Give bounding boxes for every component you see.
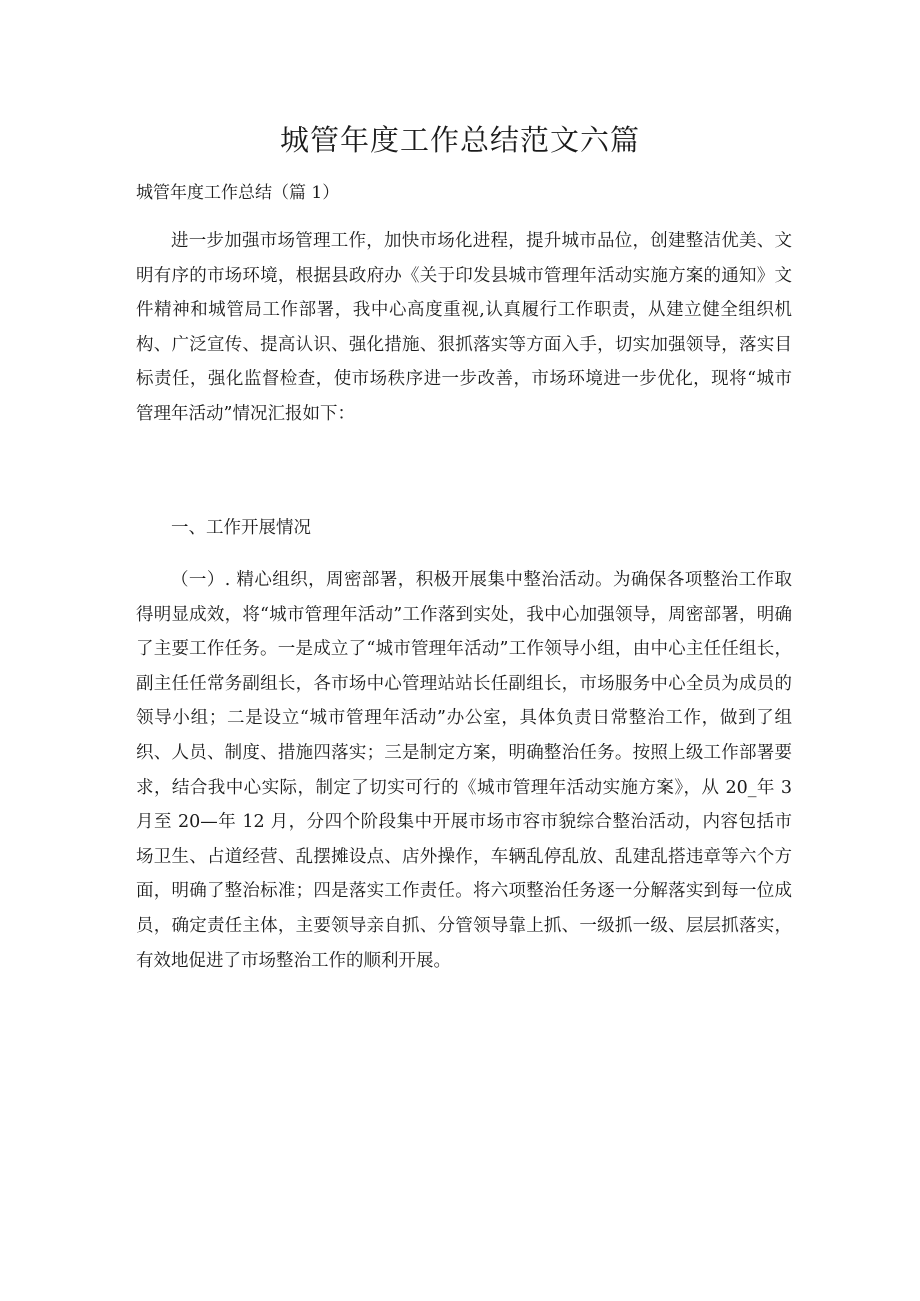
body-paragraph-organization: （一）. 精心组织，周密部署，积极开展集中整治活动。为确保各项整治工作取得明显成效，将“城市管理年活动”工作落到实处，我中心加强领导，周密部署，明确了主要工作任务。一是成立了“城市管理年活动”工作领导小组，由中心主任任组长，副主任任常务副组长，各市场中心管理站站长任副组长，市场服务中心全员为成员的领导小组；二是设立“城市管理年活动”办公室，具体负责日常整治工作，做到了组织、人员、制度、措施四落实；三是制定方案，明确整治任务。按照上级工作部署要求，结合我中心实际，制定了切实可行的《城市管理年活动实施方案》，从 20_年 3 月至 20—年 12 月，分四个阶段集中开展市场市容市貌综合整治活动，内容包括市场卫生、占道经营、乱摆摊设点、店外操作，车辆乱停乱放、乱建乱搭违章等六个方面，明确了整治标准；四是落实工作责任。将六项整治任务逐一分解落实到每一位成员，确定责任主体，主要领导亲自抓、分管领导靠上抓、一级抓一级、层层抓落实，有效地促进了市场整治工作的顺利开展。 bbox=[136, 570, 792, 971]
body-paragraph-intro: 进一步加强市场管理工作，加快市场化进程，提升城市品位，创建整洁优美、文明有序的市场环境，根据县政府办《关于印发县城市管理年活动实施方案的通知》文件精神和城管局工作部署，我中心高度重视,认真履行工作职责，从建立健全组织机构、广泛宣传、提高认识、强化措施、狠抓落实等方面入手，切实加强领导，落实目标责任，强化监督检查，使市场秩序进一步改善，市场环境进一步优化，现将“城市管理年活动”情况汇报如下： bbox=[136, 231, 792, 424]
section-heading: 城管年度工作总结（篇 1） bbox=[136, 183, 340, 203]
subheading-work-progress: 一、工作开展情况 bbox=[171, 518, 311, 538]
document-title: 城管年度工作总结范文六篇 bbox=[279, 123, 640, 157]
